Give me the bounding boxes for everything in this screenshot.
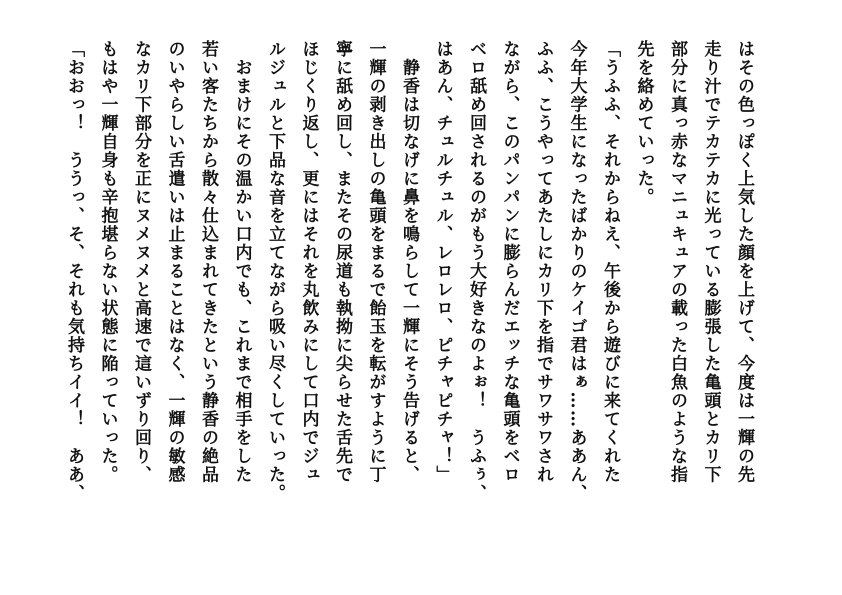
text-line: のいやらしい舌遣いは止まることはなく、一輝の敏感 xyxy=(164,40,185,484)
text-line: 若い客たちから散々仕込まれてきたという静香の絶品 xyxy=(198,40,218,484)
text-line: ふふ、こうやってあたしにカリ下を指でサワサワされ xyxy=(533,40,553,484)
text-line: なカリ下部分を正にヌメヌメと高速で這いずり回り、 xyxy=(131,40,151,484)
text-line: おまけにその温かい口内でも、これまで相手をした xyxy=(231,40,252,484)
text-line: ベロ舐め回されるのがもう大好きなのよぉ！ うふぅ、 xyxy=(466,40,486,503)
text-line: 走り汁でテカテカに光っている膨張した亀頭とカリ下 xyxy=(700,40,721,484)
text-line: 静香は切なげに鼻を鳴らして一輝にそう告げると、 xyxy=(399,40,419,484)
vertical-text-body xyxy=(57,40,761,560)
text-line: もはや一輝自身も辛抱堪らない状態に陥っていった。 xyxy=(97,40,118,484)
text-line: 部分に真っ赤なマニュキュアの載った白魚のような指 xyxy=(667,40,687,484)
text-line: 一輝の剥き出しの亀頭をまるで飴玉を転がすように丁 xyxy=(365,40,386,484)
text-line: 寧に舐め回し、またその尿道も執拗に尖らせた舌先で xyxy=(332,40,352,484)
text-line: はあん、チュルチュル、レロレロ、ピチャピチャ！」 xyxy=(432,40,453,484)
text-line: 「うふふ、それからねえ、午後から遊びに来てくれた xyxy=(600,40,620,484)
text-line: ルジュルと下品な音を立てながら吸い尽くしていった。 xyxy=(265,40,285,503)
text-line: はその色っぽく上気した顔を上げて、今度は一輝の先 xyxy=(734,40,754,484)
text-line: 「おおっ！ ううっ、そ、それも気持ちイイ！ ああ、 xyxy=(64,40,84,503)
text-line: ながら、このパンパンに膨らんだエッチな亀頭をベロ xyxy=(499,40,520,484)
text-line: 先を絡めていった。 xyxy=(633,40,654,207)
text-line: 今年大学生になったばかりのケイゴ君はぁ……ああん、 xyxy=(566,40,587,503)
text-line: ほじくり返し、更にはそれを丸飲みにして口内でジュ xyxy=(298,40,319,484)
